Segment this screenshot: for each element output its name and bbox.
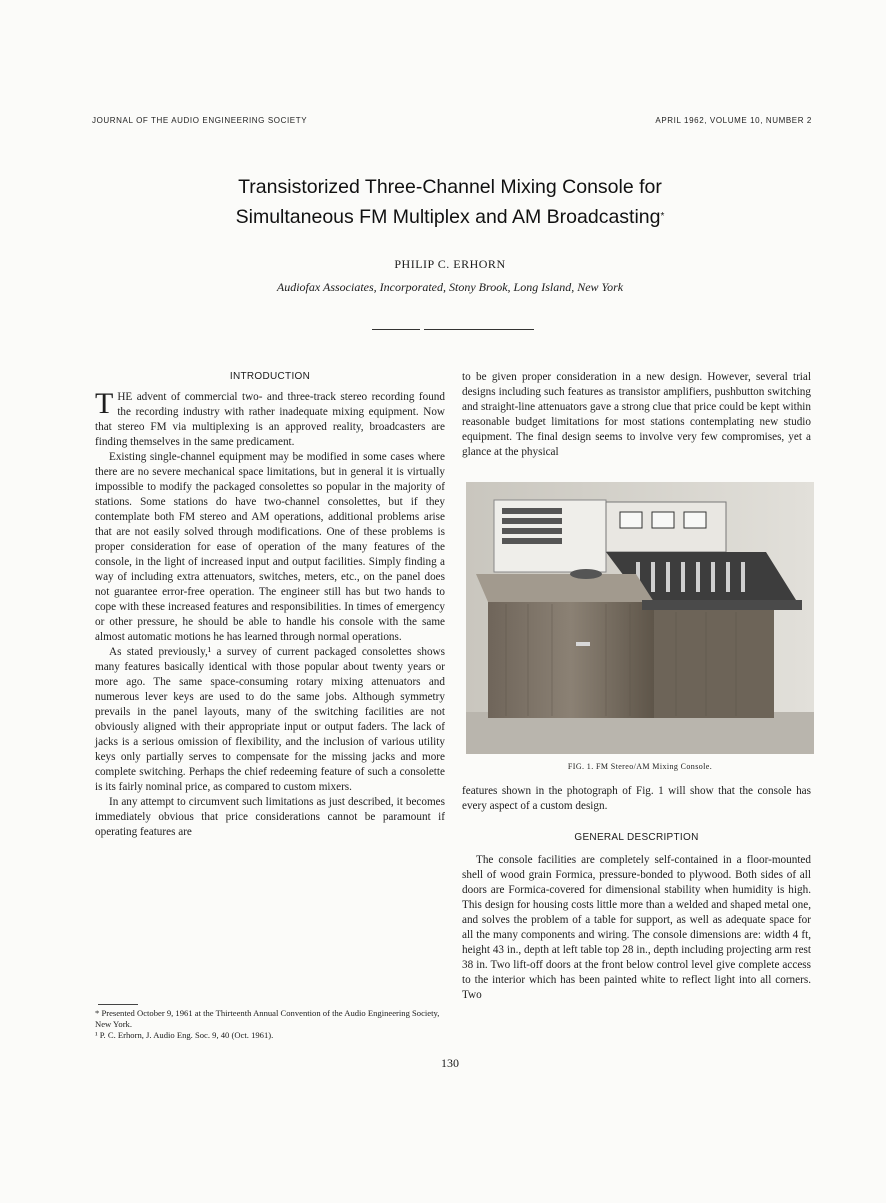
title-divider-long [424,329,534,330]
intro-paragraph-3: As stated previously,¹ a survey of current packaged consolettes shows many features basically identical with those popular about twenty years or more ago. The same space-consuming rotary mixing attenuators and numerous lever keys are used to do the same jobs. Although symmetry prevails in the panel layouts, many of the switching facilities are not obviously aligned with their appropriate input or output faders. The lack of jacks is a serious omission of flexibility, and the inclusion of various utility keys only partially serves to compensate for the missing jacks and more complete switching. Perhaps the chief redeeming feature of such a consolette is its fairly nominal price, as compared to custom mixers. [95,646,445,793]
title-line-2 [120,202,780,232]
article-title [120,172,780,232]
title-line-1: Transistorized Three-Channel Mixing Console for [238,176,662,198]
intro-paragraph-2: Existing single-channel equipment may be modified in some cases where there are no severe mechanical space limitations, but in general it is virtually impossible to modify the packaged consolettes so popular in the majority of stations. Some stations do have two-channel consolettes, but if they contemplate both FM stereo and AM operations, additional problems arise that are not easily solved through modifications. One of these problems is proper consideration for ease of operation of the many features of the console, in the light of increased input and output facilities. Simply finding a way of including extra attenuators, switches, meters, etc., on the panel does not guarantee error-free operation. The engineer still has but two hands to cope with these increased features and responsibilities. In times of emergency or other pressure, he should be able to handle his console with the same almost automatic motions he has learned through normal operations. [95,451,445,643]
drop-cap: T [95,387,114,420]
section-heading-general-description: GENERAL DESCRIPTION [574,832,699,843]
section-heading-introduction: INTRODUCTION [229,371,311,382]
right-column-bottom [462,784,811,814]
title-footnote-mark: * [660,211,665,222]
figure-1-photo [466,482,814,754]
right-paragraph-1: to be given proper consideration in a new design. However, several trial designs including such features as transistor amplifiers, pushbutton switching and straight-line attenuators gave a strong clue that price could be kept within reasonable budget limitations for most stations contemplating new studio equipment. The final design seems to involve very few compromises, yet a glance at the physical [462,371,811,458]
running-head-issue: APRIL 1962, VOLUME 10, NUMBER 2 [655,116,812,125]
console-illustration [466,482,814,754]
intro-paragraph-4: In any attempt to circumvent such limitations as just described, it becomes immediately obvious that price considerations cannot be paramount if operating features are [95,796,445,838]
right-column-general [462,853,811,1003]
left-column [95,387,445,840]
intro-paragraph-1-text: HE advent of commercial two- and three-track stereo recording found the recording industry with rather inadequate mixing equipment. Now that stereo FM via multiplexing is an approved reality, broadcasters are finding themselves in the same predicament. [95,391,445,448]
right-paragraph-1-continued: features shown in the photograph of Fig. 1 will show that the console has every aspect of a custom design. [462,785,811,812]
footnote-2: ¹ P. C. Erhorn, J. Audio Eng. Soc. 9, 40 (Oct. 1961). [95,1030,274,1040]
footnote-1: * Presented October 9, 1961 at the Thirteenth Annual Convention of the Audio Engineering Society, New York. [95,1008,440,1029]
figure-1-caption: FIG. 1. FM Stereo/AM Mixing Console. [567,762,713,771]
right-column-top [462,370,811,460]
title-line-2-text: Simultaneous FM Multiplex and AM Broadcasting [235,206,661,228]
footnote-rule [98,1004,138,1005]
intro-paragraph-1 [95,387,445,450]
title-divider-short [372,329,420,330]
author-affiliation: Audiofax Associates, Incorporated, Stony Brook, Long Island, New York [276,280,624,294]
page-number: 130 [441,1056,459,1070]
general-paragraph-1: The console facilities are completely self-contained in a floor-mounted shell of wood grain Formica, pressure-bonded to plywood. Both sides of all doors are Formica-covered for dimensional stability when humidity is high. This design for housing costs little more than a welded and shaped metal one, and solves the problem of a table for support, as well as adequate space for all the many components and wiring. The console dimensions are: width 4 ft, height 43 in., depth at left table top 28 in., depth including projecting arm rest 38 in. Two lift-off doors at the front below control level give complete access to the interior which has been painted white to reflect light into all corners. Two [462,854,811,1001]
running-head-journal: JOURNAL OF THE AUDIO ENGINEERING SOCIETY [92,116,308,125]
author-name: PHILIP C. ERHORN [394,257,506,271]
